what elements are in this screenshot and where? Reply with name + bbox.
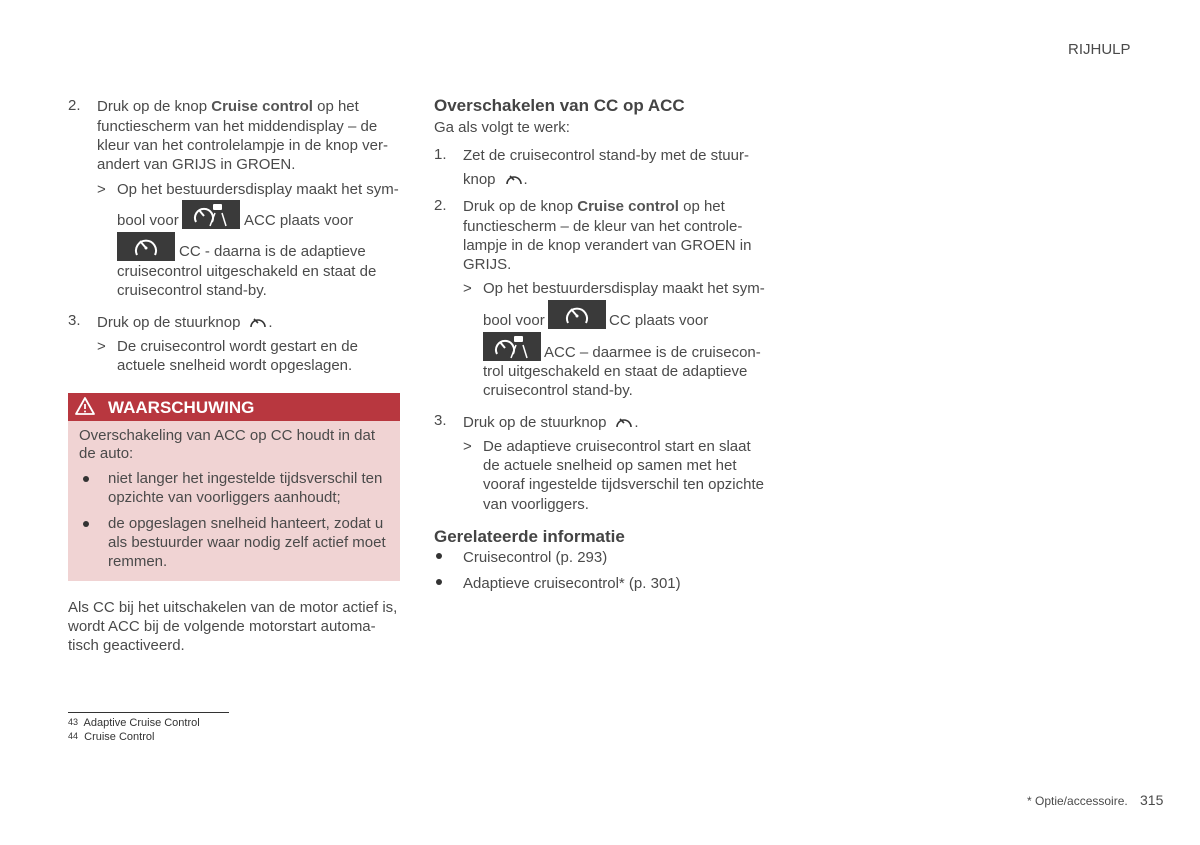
section-header: RIJHULP (1068, 41, 1131, 58)
steering-wheel-button-icon (248, 314, 268, 330)
text: . (268, 314, 273, 331)
footnote-text: Cruise Control (84, 731, 155, 743)
paragraph: Als CC bij het uitschakelen van de motor actief is, (68, 599, 398, 616)
page-number: 315 (1140, 792, 1164, 808)
step-text: functiescherm van het middendisplay – de (97, 118, 378, 135)
text: knop (463, 171, 496, 188)
warning-body (68, 421, 400, 581)
text: Druk op de knop (463, 198, 578, 215)
step-text: kleur van het controlelampje in de knop ver- (97, 137, 388, 154)
steering-wheel-button-icon (504, 171, 524, 187)
warning-text: als bestuurder waar nodig zelf actief moet (108, 534, 386, 551)
step-text: andert van GRIJS in GROEN. (97, 156, 296, 173)
text: Druk op de knop (97, 98, 212, 115)
warning-text: remmen. (108, 553, 168, 570)
cruise-control-label: Cruise control (211, 98, 313, 115)
warning-text: Overschakeling van ACC op CC houdt in dat (79, 427, 375, 444)
result-text: CC - daarna is de adaptieve (179, 243, 366, 260)
result-marker: > (463, 438, 472, 455)
footnote-number: 44 (68, 731, 79, 741)
step-number: 1. (434, 146, 447, 163)
result-text: ACC plaats voor (244, 212, 354, 229)
result-text: bool voor (483, 312, 545, 329)
related-link[interactable]: Cruisecontrol (p. 293) (463, 549, 608, 566)
bullet (436, 553, 442, 559)
text: . (523, 171, 528, 188)
result-text: actuele snelheid wordt opgeslagen. (117, 357, 353, 374)
warning-title: WAARSCHUWING (108, 398, 255, 417)
step-text (463, 413, 639, 432)
result-text: De cruisecontrol wordt gestart en de (117, 338, 358, 355)
step-text (463, 170, 528, 189)
warning-triangle-icon (74, 396, 96, 416)
step-text (97, 97, 359, 116)
text: Druk op de stuurknop (463, 414, 607, 431)
text: . (634, 414, 639, 431)
text: op het (678, 198, 725, 215)
footnote (68, 717, 200, 729)
warning-text: de auto: (79, 445, 134, 462)
footnote-text: Adaptive Cruise Control (83, 717, 200, 729)
result-text: Op het bestuurdersdisplay maakt het sym- (483, 280, 765, 297)
result-text: van voorliggers. (483, 496, 589, 513)
cruise-control-label: Cruise control (577, 198, 679, 215)
warning-text: opzichte van voorliggers aanhoudt; (108, 489, 341, 506)
result-text: De adaptieve cruisecontrol start en slaat (483, 438, 751, 455)
step-number: 2. (434, 197, 447, 214)
step-text: Zet de cruisecontrol stand-by met de stuur- (463, 147, 749, 164)
result-marker: > (463, 280, 472, 297)
cc-symbol-icon (548, 300, 606, 329)
paragraph: tisch geactiveerd. (68, 637, 185, 654)
step-number: 3. (68, 312, 81, 329)
cc-symbol-icon (117, 232, 175, 261)
result-text: ACC – daarmee is de cruisecon- (544, 344, 761, 361)
result-marker: > (97, 338, 106, 355)
result-marker: > (97, 181, 106, 198)
bullet (83, 476, 89, 482)
acc-symbol-icon (483, 332, 541, 361)
result-text: cruisecontrol stand-by. (483, 382, 633, 399)
steering-wheel-button-icon (614, 414, 634, 430)
bullet (83, 521, 89, 527)
section-heading: Overschakelen van CC op ACC (434, 96, 685, 115)
warning-text: niet langer het ingestelde tijdsverschil ten (108, 470, 383, 487)
step-number: 3. (434, 412, 447, 429)
related-link[interactable]: Adaptieve cruisecontrol* (p. 301) (463, 575, 681, 592)
step-text (463, 197, 725, 216)
footnote-number: 43 (68, 717, 79, 727)
step-text: GRIJS. (463, 256, 512, 273)
result-text: CC plaats voor (609, 312, 709, 329)
intro-text: Ga als volgt te werk: (434, 119, 570, 136)
result-text: trol uitgeschakeld en staat de adaptieve (483, 363, 748, 380)
text: Druk op de stuurknop (97, 314, 241, 331)
text: op het (312, 98, 359, 115)
warning-header (68, 393, 400, 421)
result-text: cruisecontrol stand-by. (117, 282, 267, 299)
bullet (436, 579, 442, 585)
footnote (68, 731, 154, 743)
result-text: bool voor (117, 212, 179, 229)
step-text: lampje in de knop verandert van GROEN in (463, 237, 752, 254)
acc-symbol-icon (182, 200, 240, 229)
footnote-rule (68, 712, 229, 713)
footer-note: * Optie/accessoire. (1027, 794, 1128, 808)
warning-text: de opgeslagen snelheid hanteert, zodat u (108, 515, 384, 532)
step-text: functiescherm – de kleur van het controle- (463, 218, 743, 235)
step-text (97, 313, 273, 332)
result-text: Op het bestuurdersdisplay maakt het sym- (117, 181, 399, 198)
result-text: vooraf ingestelde tijdsverschil ten opzichte (483, 476, 764, 493)
related-heading: Gerelateerde informatie (434, 527, 625, 546)
step-number: 2. (68, 97, 81, 114)
paragraph: wordt ACC bij de volgende motorstart automa- (68, 618, 376, 635)
result-text: de actuele snelheid op samen met het (483, 457, 737, 474)
result-text: cruisecontrol uitgeschakeld en staat de (117, 263, 377, 280)
